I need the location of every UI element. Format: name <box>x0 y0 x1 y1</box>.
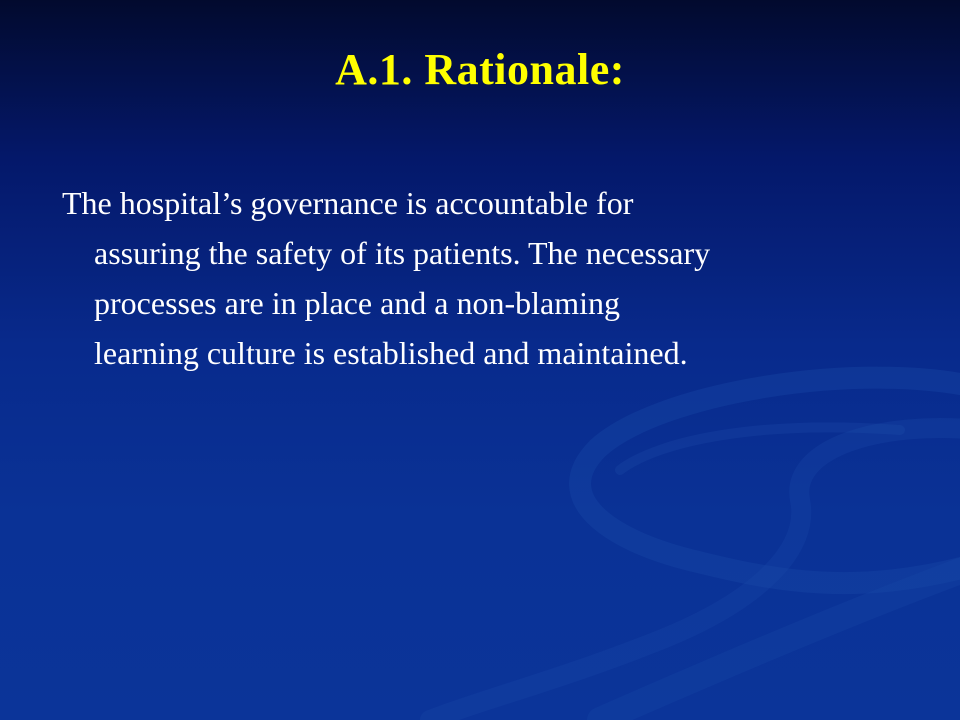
body-paragraph <box>62 178 902 378</box>
body-line: The hospital’s governance is accountable for <box>62 185 634 221</box>
body-line: learning culture is established and maintained. <box>94 335 688 371</box>
slide-title: A.1. Rationale: <box>335 45 625 94</box>
body-line: processes are in place and a non-blaming <box>94 285 621 321</box>
body-line: assuring the safety of its patients. The necessary <box>94 235 711 271</box>
